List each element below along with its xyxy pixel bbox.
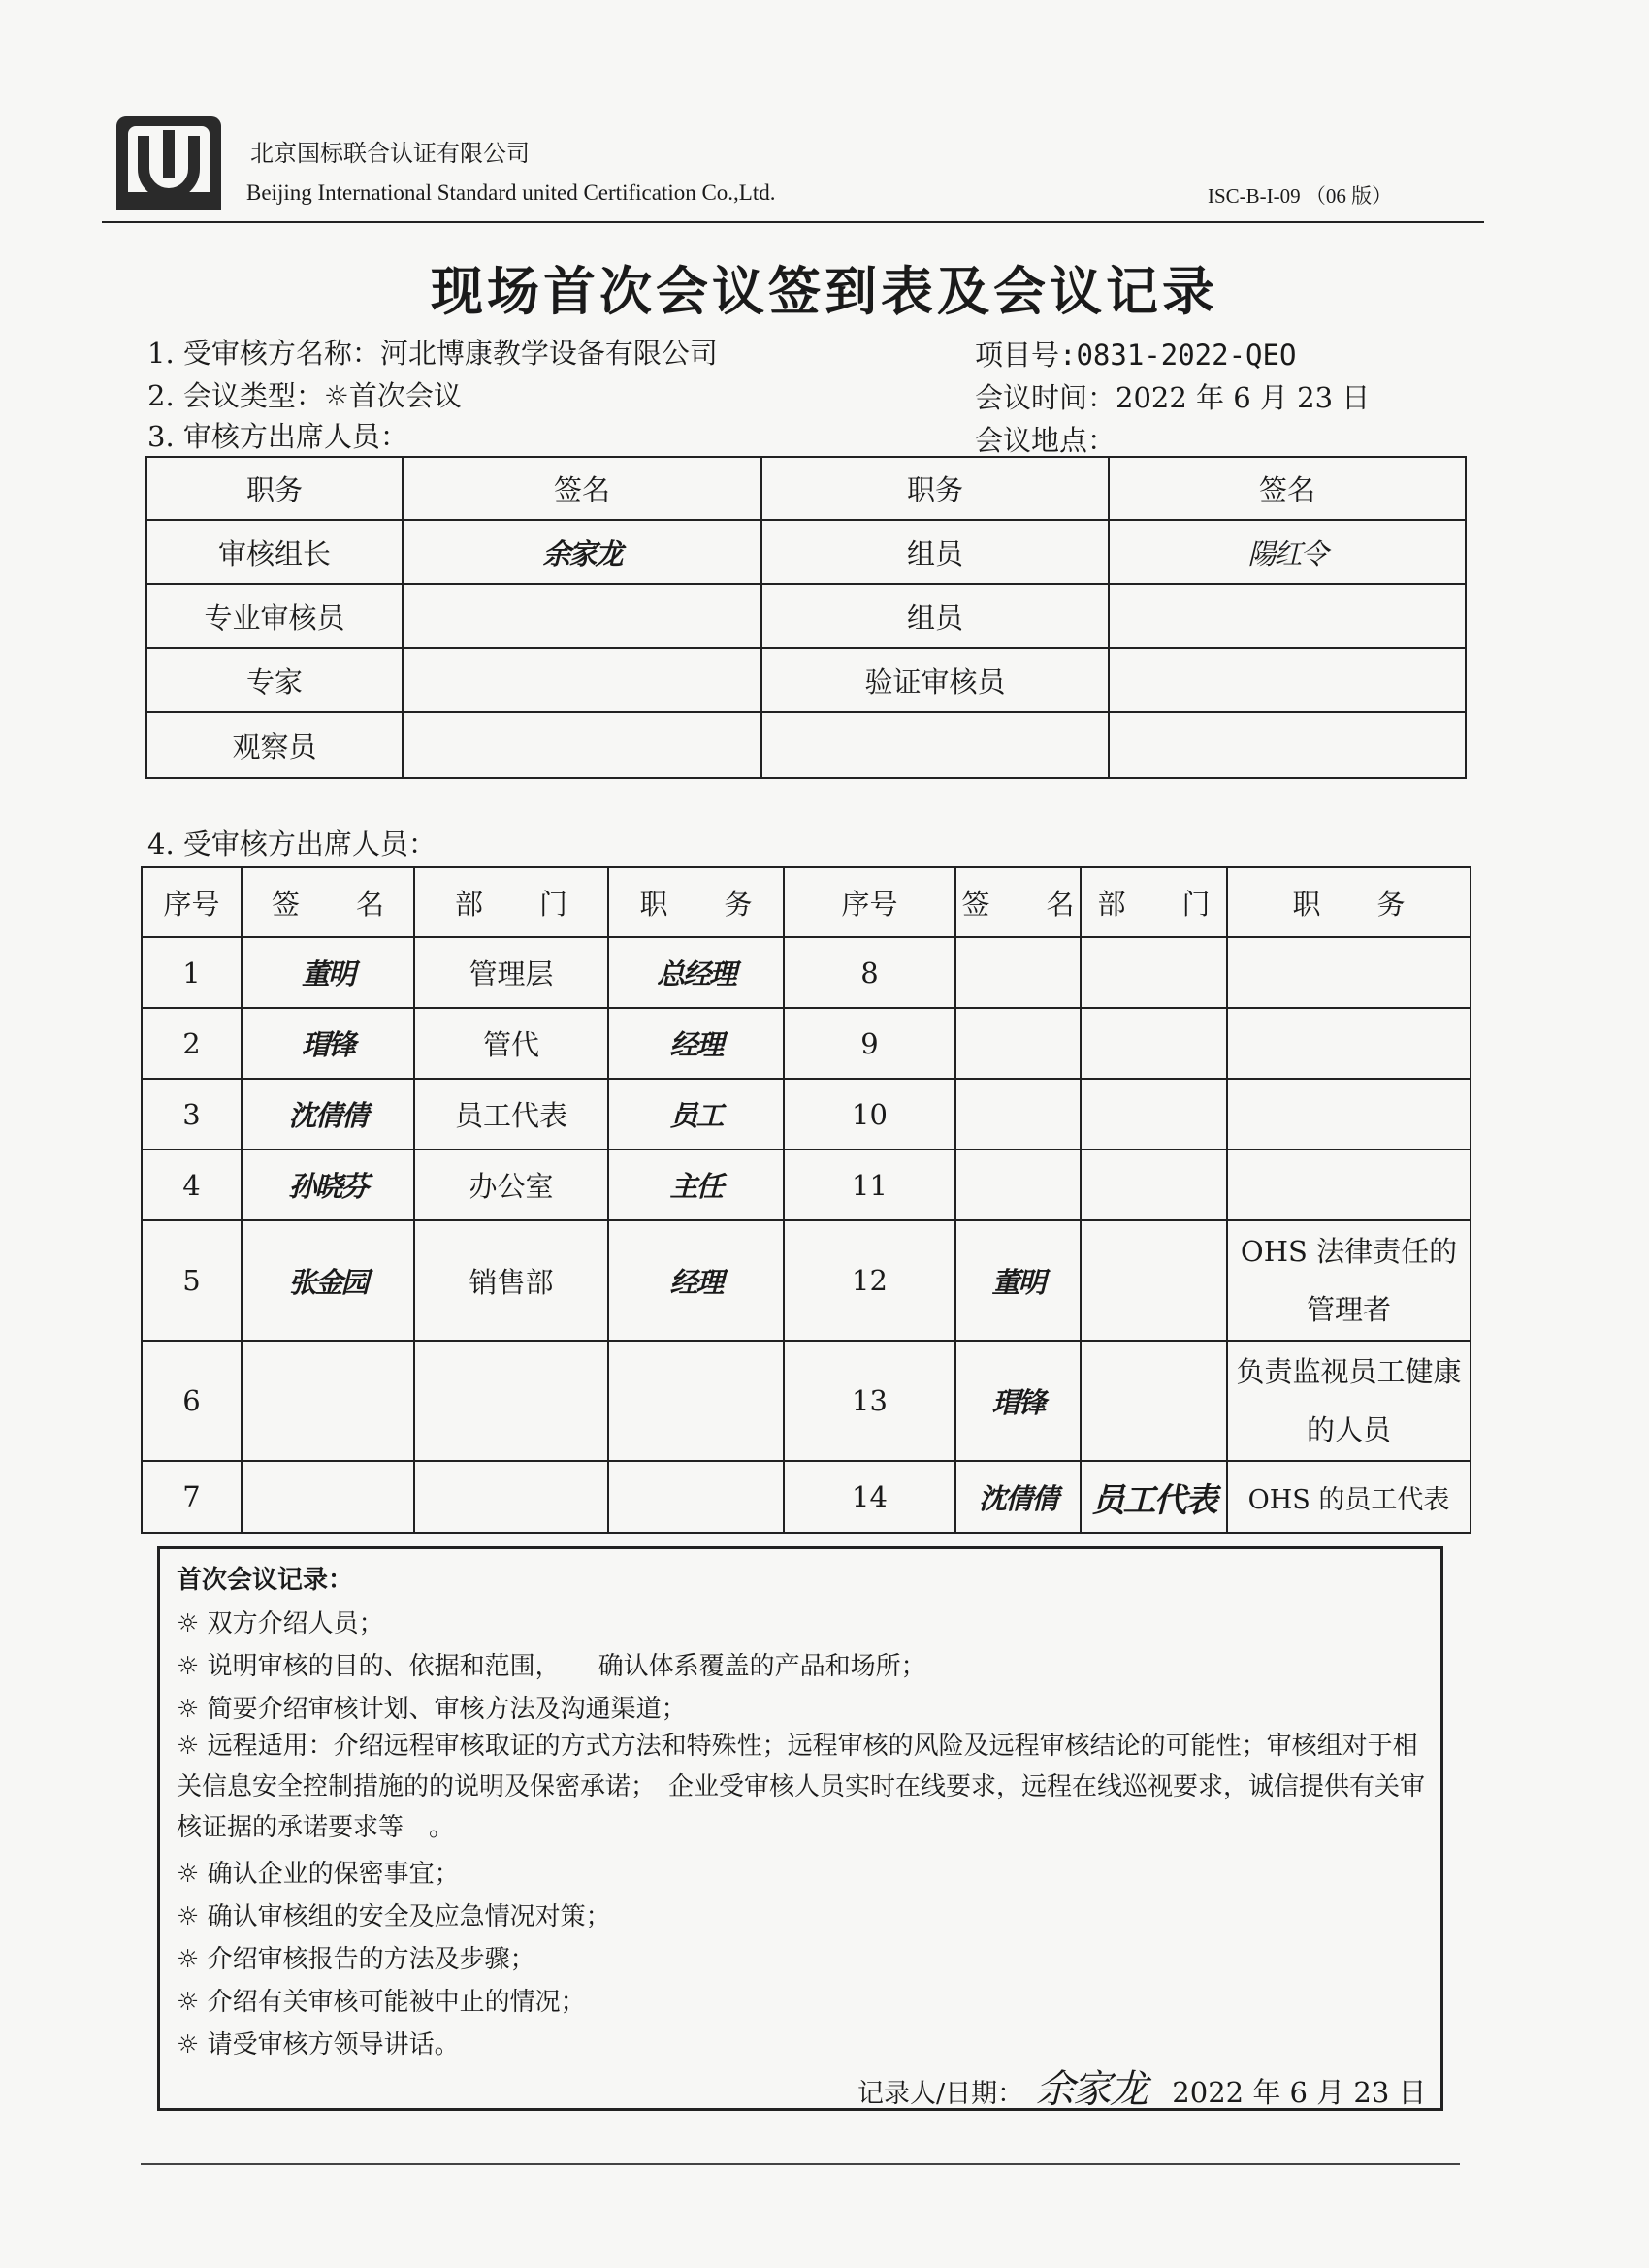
- table-row: [142, 937, 1471, 1008]
- header-cell: 序号: [142, 867, 242, 937]
- isc-logo-icon: [114, 114, 223, 211]
- table-row: [142, 1008, 1471, 1079]
- serial-cell: 6: [142, 1341, 242, 1461]
- header-cell: 职 务: [1227, 867, 1471, 937]
- signature-cell: [403, 712, 761, 778]
- auditee-name: 1. 受审核方名称：河北博康教学设备有限公司: [147, 337, 718, 370]
- signature-cell: 董明: [242, 937, 414, 1008]
- serial-cell: 14: [784, 1461, 955, 1533]
- position-cell: 主任: [608, 1150, 784, 1220]
- header-cell: 部 门: [1081, 867, 1227, 937]
- department-cell: 办公室: [414, 1150, 608, 1220]
- recorder-line: [857, 2058, 1427, 2114]
- project-number: 项目号:0831-2022-QEO: [975, 339, 1297, 372]
- department-cell: [1081, 1079, 1227, 1150]
- serial-cell: 1: [142, 937, 242, 1008]
- position-cell: 负责监视员工健康的人员: [1227, 1341, 1471, 1461]
- header-cell: 序号: [784, 867, 955, 937]
- serial-cell: 2: [142, 1008, 242, 1079]
- role-cell: 审核组长: [146, 520, 403, 584]
- signature-cell: [242, 1341, 414, 1461]
- table-row: [146, 648, 1466, 712]
- table-row: [142, 1461, 1471, 1533]
- signature-cell: [1109, 584, 1466, 648]
- serial-cell: 7: [142, 1461, 242, 1533]
- signature-cell: [403, 584, 761, 648]
- table-row: [142, 1220, 1471, 1341]
- role-cell: 专家: [146, 648, 403, 712]
- table-row: [146, 584, 1466, 648]
- serial-cell: 10: [784, 1079, 955, 1150]
- company-name-en: Beijing International Standard united Certification Co.,Ltd.: [246, 180, 776, 205]
- company-name-cn: 北京国标联合认证有限公司: [250, 140, 530, 167]
- header-cell: 职 务: [608, 867, 784, 937]
- serial-cell: 8: [784, 937, 955, 1008]
- signature-cell: [955, 1008, 1081, 1079]
- serial-cell: 3: [142, 1079, 242, 1150]
- department-cell: [1081, 937, 1227, 1008]
- header-cell: 部 门: [414, 867, 608, 937]
- table-row: [142, 1150, 1471, 1220]
- signature-cell: [1109, 712, 1466, 778]
- note-item: ☼ 简要介绍审核计划、审核方法及沟通渠道；: [177, 1695, 687, 1724]
- signature-cell: 沈倩倩: [955, 1461, 1081, 1533]
- department-cell: 管理层: [414, 937, 608, 1008]
- serial-cell: 11: [784, 1150, 955, 1220]
- department-cell: [1081, 1008, 1227, 1079]
- signature-cell: [1109, 648, 1466, 712]
- role-cell: 专业审核员: [146, 584, 403, 648]
- table-row: [142, 1079, 1471, 1150]
- note-item: ☼ 确认审核组的安全及应急情况对策；: [177, 1902, 611, 1931]
- meeting-type: 2. 会议类型：☼首次会议: [147, 379, 462, 412]
- signature-cell: 董明: [955, 1220, 1081, 1341]
- meeting-time: 会议时间：2022 年 6 月 23 日: [975, 381, 1371, 414]
- serial-cell: 13: [784, 1341, 955, 1461]
- position-cell: [608, 1341, 784, 1461]
- header-cell: 签名: [403, 457, 761, 520]
- signature-cell: 张金园: [242, 1220, 414, 1341]
- recorder-signature: 余家龙: [1035, 2067, 1147, 2112]
- signature-cell: [955, 1079, 1081, 1150]
- department-cell: [1081, 1220, 1227, 1341]
- auditee-attendees-heading: 4. 受审核方出席人员：: [147, 827, 436, 860]
- department-cell: [1081, 1150, 1227, 1220]
- header-cell: 职务: [761, 457, 1109, 520]
- recorder-date: 2022 年 6 月 23 日: [1172, 2076, 1427, 2109]
- position-cell: [1227, 1150, 1471, 1220]
- page-title: 现场首次会议签到表及会议记录: [431, 260, 1218, 322]
- role-cell: 组员: [761, 520, 1109, 584]
- table-row: [146, 520, 1466, 584]
- signature-cell: 沈倩倩: [242, 1079, 414, 1150]
- header-cell: 签名: [1109, 457, 1466, 520]
- position-cell: 经理: [608, 1008, 784, 1079]
- note-item: ☼ 请受审核方领导讲话。: [177, 2030, 460, 2059]
- role-cell: [761, 712, 1109, 778]
- serial-cell: 5: [142, 1220, 242, 1341]
- signature-cell: 瑁锋: [955, 1341, 1081, 1461]
- signature-cell: 瑁锋: [242, 1008, 414, 1079]
- department-cell: 员工代表: [414, 1079, 608, 1150]
- header-divider: [102, 221, 1484, 223]
- department-cell: 员工代表: [1081, 1461, 1227, 1533]
- department-cell: [1081, 1341, 1227, 1461]
- position-cell: 员工: [608, 1079, 784, 1150]
- note-item: ☼ 远程适用：介绍远程审核取证的方式方法和特殊性；远程审核的风险及远程审核结论的可能性；审核组对于相关信息安全控制措施的的说明及保密承诺； 企业受审核人员实时在线要求，远程在线巡视要求，诚信提供有关审核证据的承诺要求等 。: [177, 1732, 1426, 1842]
- header-cell: 职务: [146, 457, 403, 520]
- position-cell: [608, 1461, 784, 1533]
- role-cell: 观察员: [146, 712, 403, 778]
- signature-cell: 陽红令: [1109, 520, 1466, 584]
- table-row: [142, 1341, 1471, 1461]
- serial-cell: 12: [784, 1220, 955, 1341]
- signature-cell: [403, 648, 761, 712]
- form-code: ISC-B-I-09 （06 版）: [1208, 184, 1393, 208]
- note-item: ☼ 确认企业的保密事宜；: [177, 1860, 460, 1889]
- meeting-place: 会议地点：: [975, 424, 1116, 457]
- department-cell: [414, 1341, 608, 1461]
- table-row: [146, 712, 1466, 778]
- position-cell: OHS 的员工代表: [1227, 1461, 1471, 1533]
- auditee-attendees-table: [141, 866, 1471, 1534]
- position-cell: [1227, 937, 1471, 1008]
- role-cell: 验证审核员: [761, 648, 1109, 712]
- department-cell: 销售部: [414, 1220, 608, 1341]
- audit-attendees-heading: 3. 审核方出席人员：: [147, 420, 408, 453]
- signature-cell: 孙晓芬: [242, 1150, 414, 1220]
- recorder-label: 记录人/日期：: [857, 2079, 1024, 2109]
- note-item: ☼ 双方介绍人员；: [177, 1609, 384, 1638]
- note-item: ☼ 说明审核的目的、依据和范围， 确认体系覆盖的产品和场所；: [177, 1652, 926, 1681]
- note-item: ☼ 介绍审核报告的方法及步骤；: [177, 1945, 535, 1974]
- department-cell: [414, 1461, 608, 1533]
- note-item: ☼ 介绍有关审核可能被中止的情况；: [177, 1988, 586, 2017]
- position-cell: [1227, 1079, 1471, 1150]
- notes-title: 首次会议记录：: [177, 1566, 354, 1595]
- signature-cell: [955, 1150, 1081, 1220]
- header-cell: 签 名: [242, 867, 414, 937]
- signature-cell: 余家龙: [403, 520, 761, 584]
- header-cell: 签 名: [955, 867, 1081, 937]
- signature-cell: [242, 1461, 414, 1533]
- department-cell: 管代: [414, 1008, 608, 1079]
- table-header-row: [142, 867, 1471, 937]
- serial-cell: 9: [784, 1008, 955, 1079]
- signature-cell: [955, 937, 1081, 1008]
- role-cell: 组员: [761, 584, 1109, 648]
- position-cell: [1227, 1008, 1471, 1079]
- audit-team-table: [146, 456, 1467, 779]
- footer-divider: [141, 2163, 1460, 2165]
- table-header-row: [146, 457, 1466, 520]
- position-cell: 经理: [608, 1220, 784, 1341]
- position-cell: 总经理: [608, 937, 784, 1008]
- serial-cell: 4: [142, 1150, 242, 1220]
- position-cell: OHS 法律责任的管理者: [1227, 1220, 1471, 1341]
